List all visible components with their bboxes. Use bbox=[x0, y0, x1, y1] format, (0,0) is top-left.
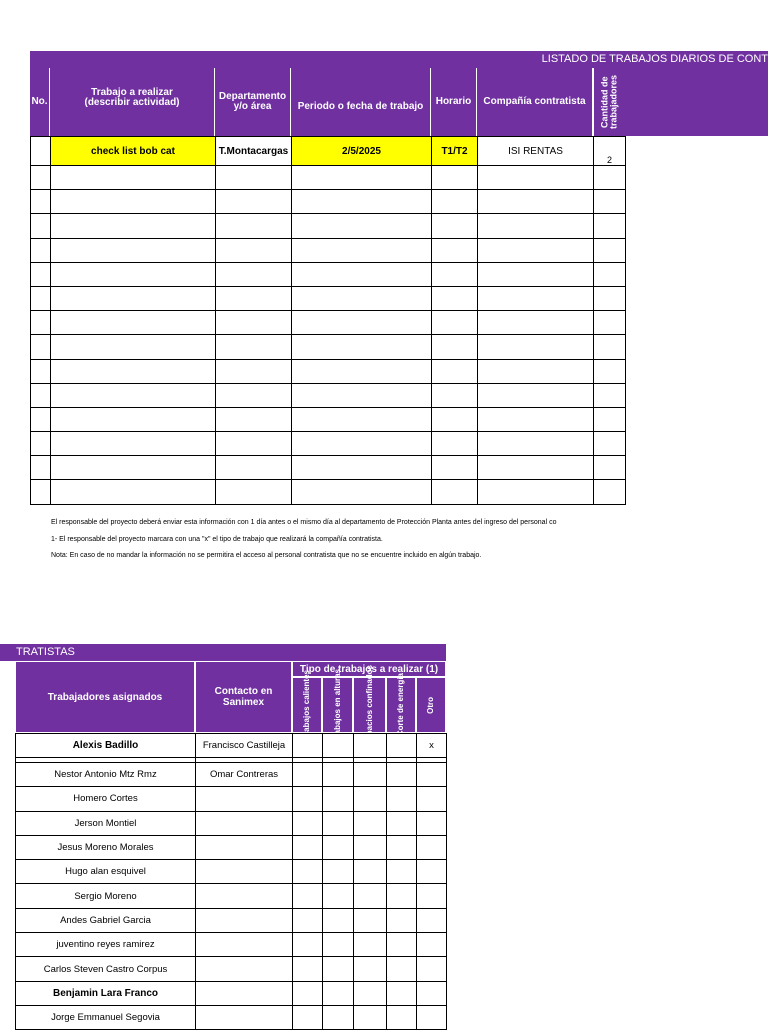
cell-department[interactable] bbox=[216, 480, 292, 504]
cell-contact[interactable] bbox=[196, 957, 293, 981]
cell-other[interactable] bbox=[417, 981, 447, 1005]
cell-work[interactable] bbox=[51, 262, 216, 286]
cell-energy-cut[interactable] bbox=[387, 957, 417, 981]
cell-work-at-heights[interactable] bbox=[323, 835, 354, 859]
cell-confined-spaces[interactable] bbox=[354, 787, 387, 811]
cell-department[interactable] bbox=[216, 238, 292, 262]
header-hot-work: Trabajos calientes bbox=[292, 677, 322, 733]
cell-workers-qty[interactable] bbox=[594, 432, 626, 456]
cell-confined-spaces[interactable] bbox=[354, 763, 387, 787]
cell-period[interactable] bbox=[292, 480, 432, 504]
cell-department[interactable] bbox=[216, 311, 292, 335]
header-workers-qty: Cantidad de trabajadores bbox=[593, 68, 625, 136]
cell-work[interactable] bbox=[51, 190, 216, 214]
cell-work[interactable] bbox=[51, 432, 216, 456]
cell-worker-name[interactable]: Benjamin Lara Franco bbox=[16, 981, 196, 1005]
cell-contact[interactable]: Omar Contreras bbox=[196, 763, 293, 787]
cell-workers-qty[interactable]: 2 bbox=[594, 137, 626, 166]
cell-work[interactable] bbox=[51, 456, 216, 480]
cell-other[interactable] bbox=[417, 1005, 447, 1029]
table-row bbox=[16, 933, 447, 957]
cell-other[interactable] bbox=[417, 763, 447, 787]
cell-period[interactable] bbox=[292, 407, 432, 431]
header-no: No. bbox=[30, 68, 50, 136]
cell-work[interactable] bbox=[51, 407, 216, 431]
cell-contact[interactable] bbox=[196, 908, 293, 932]
cell-hot-work[interactable] bbox=[293, 787, 323, 811]
cell-department[interactable] bbox=[216, 335, 292, 359]
header-work-types: Tipo de trabajos a realizar (1) bbox=[292, 661, 446, 677]
cell-workers-qty[interactable] bbox=[594, 262, 626, 286]
cell-other[interactable]: x bbox=[417, 734, 447, 758]
cell-energy-cut[interactable] bbox=[387, 1005, 417, 1029]
assigned-workers-table bbox=[15, 733, 447, 1030]
header-period: Periodo o fecha de trabajo bbox=[291, 68, 431, 136]
cell-no[interactable] bbox=[31, 432, 51, 456]
cell-schedule[interactable] bbox=[432, 262, 478, 286]
cell-confined-spaces[interactable] bbox=[354, 811, 387, 835]
cell-department[interactable] bbox=[216, 262, 292, 286]
cell-work-at-heights[interactable] bbox=[323, 957, 354, 981]
cell-schedule[interactable] bbox=[432, 383, 478, 407]
table-row bbox=[31, 432, 626, 456]
cell-company[interactable] bbox=[478, 359, 594, 383]
cell-company[interactable] bbox=[478, 238, 594, 262]
cell-worker-name[interactable]: Homero Cortes bbox=[16, 787, 196, 811]
cell-energy-cut[interactable] bbox=[387, 763, 417, 787]
top-jobs-table bbox=[30, 136, 626, 505]
table-row bbox=[31, 166, 626, 190]
cell-worker-name[interactable]: Carlos Steven Castro Corpus bbox=[16, 957, 196, 981]
cell-company[interactable] bbox=[478, 286, 594, 310]
cell-no[interactable] bbox=[31, 311, 51, 335]
table-row bbox=[16, 787, 447, 811]
cell-work-at-heights[interactable] bbox=[323, 763, 354, 787]
cell-other[interactable] bbox=[417, 884, 447, 908]
cell-schedule[interactable] bbox=[432, 480, 478, 504]
cell-confined-spaces[interactable] bbox=[354, 860, 387, 884]
cell-hot-work[interactable] bbox=[293, 1005, 323, 1029]
cell-workers-qty[interactable] bbox=[594, 456, 626, 480]
cell-department[interactable] bbox=[216, 456, 292, 480]
cell-contact[interactable] bbox=[196, 1005, 293, 1029]
cell-contact[interactable] bbox=[196, 787, 293, 811]
cell-company[interactable]: ISI RENTAS bbox=[478, 137, 594, 166]
cell-company[interactable] bbox=[478, 432, 594, 456]
cell-schedule[interactable] bbox=[432, 311, 478, 335]
cell-no[interactable] bbox=[31, 456, 51, 480]
table-row bbox=[31, 238, 626, 262]
cell-workers-qty[interactable] bbox=[594, 311, 626, 335]
cell-work[interactable] bbox=[51, 335, 216, 359]
cell-period[interactable] bbox=[292, 286, 432, 310]
cell-company[interactable] bbox=[478, 190, 594, 214]
cell-period[interactable] bbox=[292, 456, 432, 480]
cell-other[interactable] bbox=[417, 957, 447, 981]
cell-company[interactable] bbox=[478, 166, 594, 190]
cell-schedule[interactable] bbox=[432, 407, 478, 431]
cell-company[interactable] bbox=[478, 407, 594, 431]
cell-company[interactable] bbox=[478, 480, 594, 504]
cell-no[interactable] bbox=[31, 407, 51, 431]
cell-period[interactable] bbox=[292, 359, 432, 383]
cell-worker-name[interactable]: Hugo alan esquivel bbox=[16, 860, 196, 884]
cell-confined-spaces[interactable] bbox=[354, 908, 387, 932]
cell-other[interactable] bbox=[417, 835, 447, 859]
cell-workers-qty[interactable] bbox=[594, 335, 626, 359]
cell-department[interactable]: T.Montacargas bbox=[216, 137, 292, 166]
cell-other[interactable] bbox=[417, 908, 447, 932]
cell-worker-name[interactable]: Nestor Antonio Mtz Rmz bbox=[16, 763, 196, 787]
note-line-1: El responsable del proyecto deberá enviar esta información con 1 día antes o el mismo día al departamento de Protección Planta antes del ingreso del personal co bbox=[51, 519, 557, 526]
cell-hot-work[interactable] bbox=[293, 811, 323, 835]
table-row bbox=[31, 359, 626, 383]
cell-department[interactable] bbox=[216, 190, 292, 214]
cell-hot-work[interactable] bbox=[293, 884, 323, 908]
table-row bbox=[31, 480, 626, 504]
cell-schedule[interactable] bbox=[432, 286, 478, 310]
cell-no[interactable] bbox=[31, 383, 51, 407]
cell-company[interactable] bbox=[478, 311, 594, 335]
cell-energy-cut[interactable] bbox=[387, 981, 417, 1005]
cell-company[interactable] bbox=[478, 456, 594, 480]
cell-hot-work[interactable] bbox=[293, 860, 323, 884]
top-table-title: LISTADO DE TRABAJOS DIARIOS DE CONT bbox=[30, 51, 768, 68]
cell-schedule[interactable] bbox=[432, 190, 478, 214]
header-workers: Trabajadores asignados bbox=[15, 661, 195, 733]
cell-confined-spaces[interactable] bbox=[354, 1005, 387, 1029]
cell-work[interactable] bbox=[51, 359, 216, 383]
cell-contact[interactable] bbox=[196, 835, 293, 859]
cell-work-at-heights[interactable] bbox=[323, 981, 354, 1005]
header-work-at-heights: Trabajos en alturas bbox=[322, 677, 353, 733]
header-other: Otro bbox=[416, 677, 446, 733]
cell-work-at-heights[interactable] bbox=[323, 933, 354, 957]
header-company: Compañía contratista bbox=[477, 68, 593, 136]
table-row bbox=[16, 763, 447, 787]
cell-period[interactable] bbox=[292, 335, 432, 359]
table-row bbox=[31, 262, 626, 286]
cell-energy-cut[interactable] bbox=[387, 933, 417, 957]
cell-other[interactable] bbox=[417, 811, 447, 835]
cell-no[interactable] bbox=[31, 166, 51, 190]
cell-company[interactable] bbox=[478, 335, 594, 359]
cell-no[interactable] bbox=[31, 480, 51, 504]
table-row bbox=[31, 383, 626, 407]
cell-work-at-heights[interactable] bbox=[323, 787, 354, 811]
table-row bbox=[31, 190, 626, 214]
cell-work[interactable] bbox=[51, 166, 216, 190]
cell-schedule[interactable] bbox=[432, 335, 478, 359]
cell-confined-spaces[interactable] bbox=[354, 835, 387, 859]
cell-hot-work[interactable] bbox=[293, 763, 323, 787]
cell-period[interactable] bbox=[292, 311, 432, 335]
cell-workers-qty[interactable] bbox=[594, 214, 626, 238]
cell-worker-name[interactable]: Jesus Moreno Morales bbox=[16, 835, 196, 859]
cell-contact[interactable] bbox=[196, 933, 293, 957]
cell-department[interactable] bbox=[216, 214, 292, 238]
cell-department[interactable] bbox=[216, 166, 292, 190]
cell-period[interactable] bbox=[292, 432, 432, 456]
cell-worker-name[interactable]: Andes Gabriel Garcia bbox=[16, 908, 196, 932]
cell-energy-cut[interactable] bbox=[387, 908, 417, 932]
table-row bbox=[31, 456, 626, 480]
cell-no[interactable] bbox=[31, 262, 51, 286]
cell-contact[interactable]: Francisco Castilleja bbox=[196, 734, 293, 758]
table-row bbox=[16, 981, 447, 1005]
cell-contact[interactable] bbox=[196, 884, 293, 908]
cell-work[interactable] bbox=[51, 214, 216, 238]
cell-energy-cut[interactable] bbox=[387, 835, 417, 859]
cell-workers-qty[interactable] bbox=[594, 407, 626, 431]
cell-contact[interactable] bbox=[196, 811, 293, 835]
cell-work-at-heights[interactable] bbox=[323, 1005, 354, 1029]
table-row bbox=[16, 1005, 447, 1029]
cell-worker-name[interactable]: Sergio Moreno bbox=[16, 884, 196, 908]
cell-work[interactable] bbox=[51, 238, 216, 262]
cell-period[interactable]: 2/5/2025 bbox=[292, 137, 432, 166]
cell-worker-name[interactable]: Jerson Montiel bbox=[16, 811, 196, 835]
header-schedule: Horario bbox=[431, 68, 477, 136]
cell-hot-work[interactable] bbox=[293, 734, 323, 758]
cell-period[interactable] bbox=[292, 262, 432, 286]
cell-energy-cut[interactable] bbox=[387, 860, 417, 884]
table-row bbox=[16, 734, 447, 758]
cell-workers-qty[interactable] bbox=[594, 238, 626, 262]
table-row bbox=[31, 214, 626, 238]
cell-contact[interactable] bbox=[196, 860, 293, 884]
cell-schedule[interactable]: T1/T2 bbox=[432, 137, 478, 166]
table-row bbox=[16, 860, 447, 884]
cell-work[interactable] bbox=[51, 311, 216, 335]
cell-worker-name[interactable]: juventino reyes ramirez bbox=[16, 933, 196, 957]
header-energy-cut: Corte de energía bbox=[386, 677, 416, 733]
cell-confined-spaces[interactable] bbox=[354, 884, 387, 908]
cell-no[interactable] bbox=[31, 335, 51, 359]
cell-department[interactable] bbox=[216, 383, 292, 407]
table-row bbox=[31, 286, 626, 310]
cell-other[interactable] bbox=[417, 933, 447, 957]
cell-other[interactable] bbox=[417, 860, 447, 884]
table-row bbox=[31, 311, 626, 335]
cell-work-at-heights[interactable] bbox=[323, 860, 354, 884]
cell-period[interactable] bbox=[292, 383, 432, 407]
bottom-table-title: TRATISTAS bbox=[0, 644, 446, 661]
cell-schedule[interactable] bbox=[432, 238, 478, 262]
table-row bbox=[31, 407, 626, 431]
cell-company[interactable] bbox=[478, 262, 594, 286]
cell-hot-work[interactable] bbox=[293, 908, 323, 932]
cell-period[interactable] bbox=[292, 190, 432, 214]
cell-work-at-heights[interactable] bbox=[323, 884, 354, 908]
cell-confined-spaces[interactable] bbox=[354, 981, 387, 1005]
table-row bbox=[16, 811, 447, 835]
cell-energy-cut[interactable] bbox=[387, 734, 417, 758]
cell-energy-cut[interactable] bbox=[387, 811, 417, 835]
cell-department[interactable] bbox=[216, 359, 292, 383]
cell-department[interactable] bbox=[216, 286, 292, 310]
cell-no[interactable] bbox=[31, 214, 51, 238]
cell-period[interactable] bbox=[292, 238, 432, 262]
header-contact: Contacto en Sanimex bbox=[195, 661, 292, 733]
table-row bbox=[16, 908, 447, 932]
cell-period[interactable] bbox=[292, 214, 432, 238]
cell-no[interactable] bbox=[31, 238, 51, 262]
header-department: Departamento y/o área bbox=[215, 68, 291, 136]
cell-department[interactable] bbox=[216, 432, 292, 456]
cell-hot-work[interactable] bbox=[293, 957, 323, 981]
cell-workers-qty[interactable] bbox=[594, 166, 626, 190]
cell-hot-work[interactable] bbox=[293, 933, 323, 957]
cell-energy-cut[interactable] bbox=[387, 787, 417, 811]
cell-schedule[interactable] bbox=[432, 456, 478, 480]
header-confined-spaces: Espacios confinados bbox=[353, 677, 386, 733]
header-work: Trabajo a realizar (describir actividad) bbox=[50, 68, 215, 136]
cell-workers-qty[interactable] bbox=[594, 480, 626, 504]
cell-work[interactable] bbox=[51, 383, 216, 407]
top-table-header bbox=[30, 68, 768, 136]
cell-workers-qty[interactable] bbox=[594, 190, 626, 214]
cell-hot-work[interactable] bbox=[293, 981, 323, 1005]
table-row bbox=[16, 884, 447, 908]
cell-company[interactable] bbox=[478, 383, 594, 407]
table-row bbox=[16, 835, 447, 859]
table-row bbox=[31, 137, 626, 166]
note-line-2: 1- El responsable del proyecto marcara con una "x" el tipo de trabajo que realizará la compañía contratista. bbox=[51, 536, 383, 543]
cell-work[interactable]: check list bob cat bbox=[51, 137, 216, 166]
cell-no[interactable] bbox=[31, 190, 51, 214]
cell-work-at-heights[interactable] bbox=[323, 908, 354, 932]
cell-schedule[interactable] bbox=[432, 359, 478, 383]
cell-no[interactable] bbox=[31, 137, 51, 166]
note-line-3: Nota: En caso de no mandar la información no se permitira el acceso al personal contratista que no se encuentre incluido en algún trabajo. bbox=[51, 552, 482, 559]
cell-hot-work[interactable] bbox=[293, 835, 323, 859]
cell-workers-qty[interactable] bbox=[594, 359, 626, 383]
cell-workers-qty[interactable] bbox=[594, 286, 626, 310]
cell-no[interactable] bbox=[31, 286, 51, 310]
cell-contact[interactable] bbox=[196, 981, 293, 1005]
cell-work[interactable] bbox=[51, 480, 216, 504]
cell-workers-qty[interactable] bbox=[594, 383, 626, 407]
cell-work-at-heights[interactable] bbox=[323, 811, 354, 835]
cell-company[interactable] bbox=[478, 214, 594, 238]
cell-work[interactable] bbox=[51, 286, 216, 310]
cell-other[interactable] bbox=[417, 787, 447, 811]
cell-schedule[interactable] bbox=[432, 166, 478, 190]
cell-schedule[interactable] bbox=[432, 214, 478, 238]
cell-confined-spaces[interactable] bbox=[354, 734, 387, 758]
cell-work-at-heights[interactable] bbox=[323, 734, 354, 758]
cell-worker-name[interactable]: Alexis Badillo bbox=[16, 734, 196, 758]
table-row bbox=[31, 335, 626, 359]
cell-confined-spaces[interactable] bbox=[354, 957, 387, 981]
table-row bbox=[16, 957, 447, 981]
cell-confined-spaces[interactable] bbox=[354, 933, 387, 957]
cell-worker-name[interactable]: Jorge Emmanuel Segovia bbox=[16, 1005, 196, 1029]
cell-schedule[interactable] bbox=[432, 432, 478, 456]
cell-no[interactable] bbox=[31, 359, 51, 383]
cell-department[interactable] bbox=[216, 407, 292, 431]
cell-energy-cut[interactable] bbox=[387, 884, 417, 908]
cell-period[interactable] bbox=[292, 166, 432, 190]
